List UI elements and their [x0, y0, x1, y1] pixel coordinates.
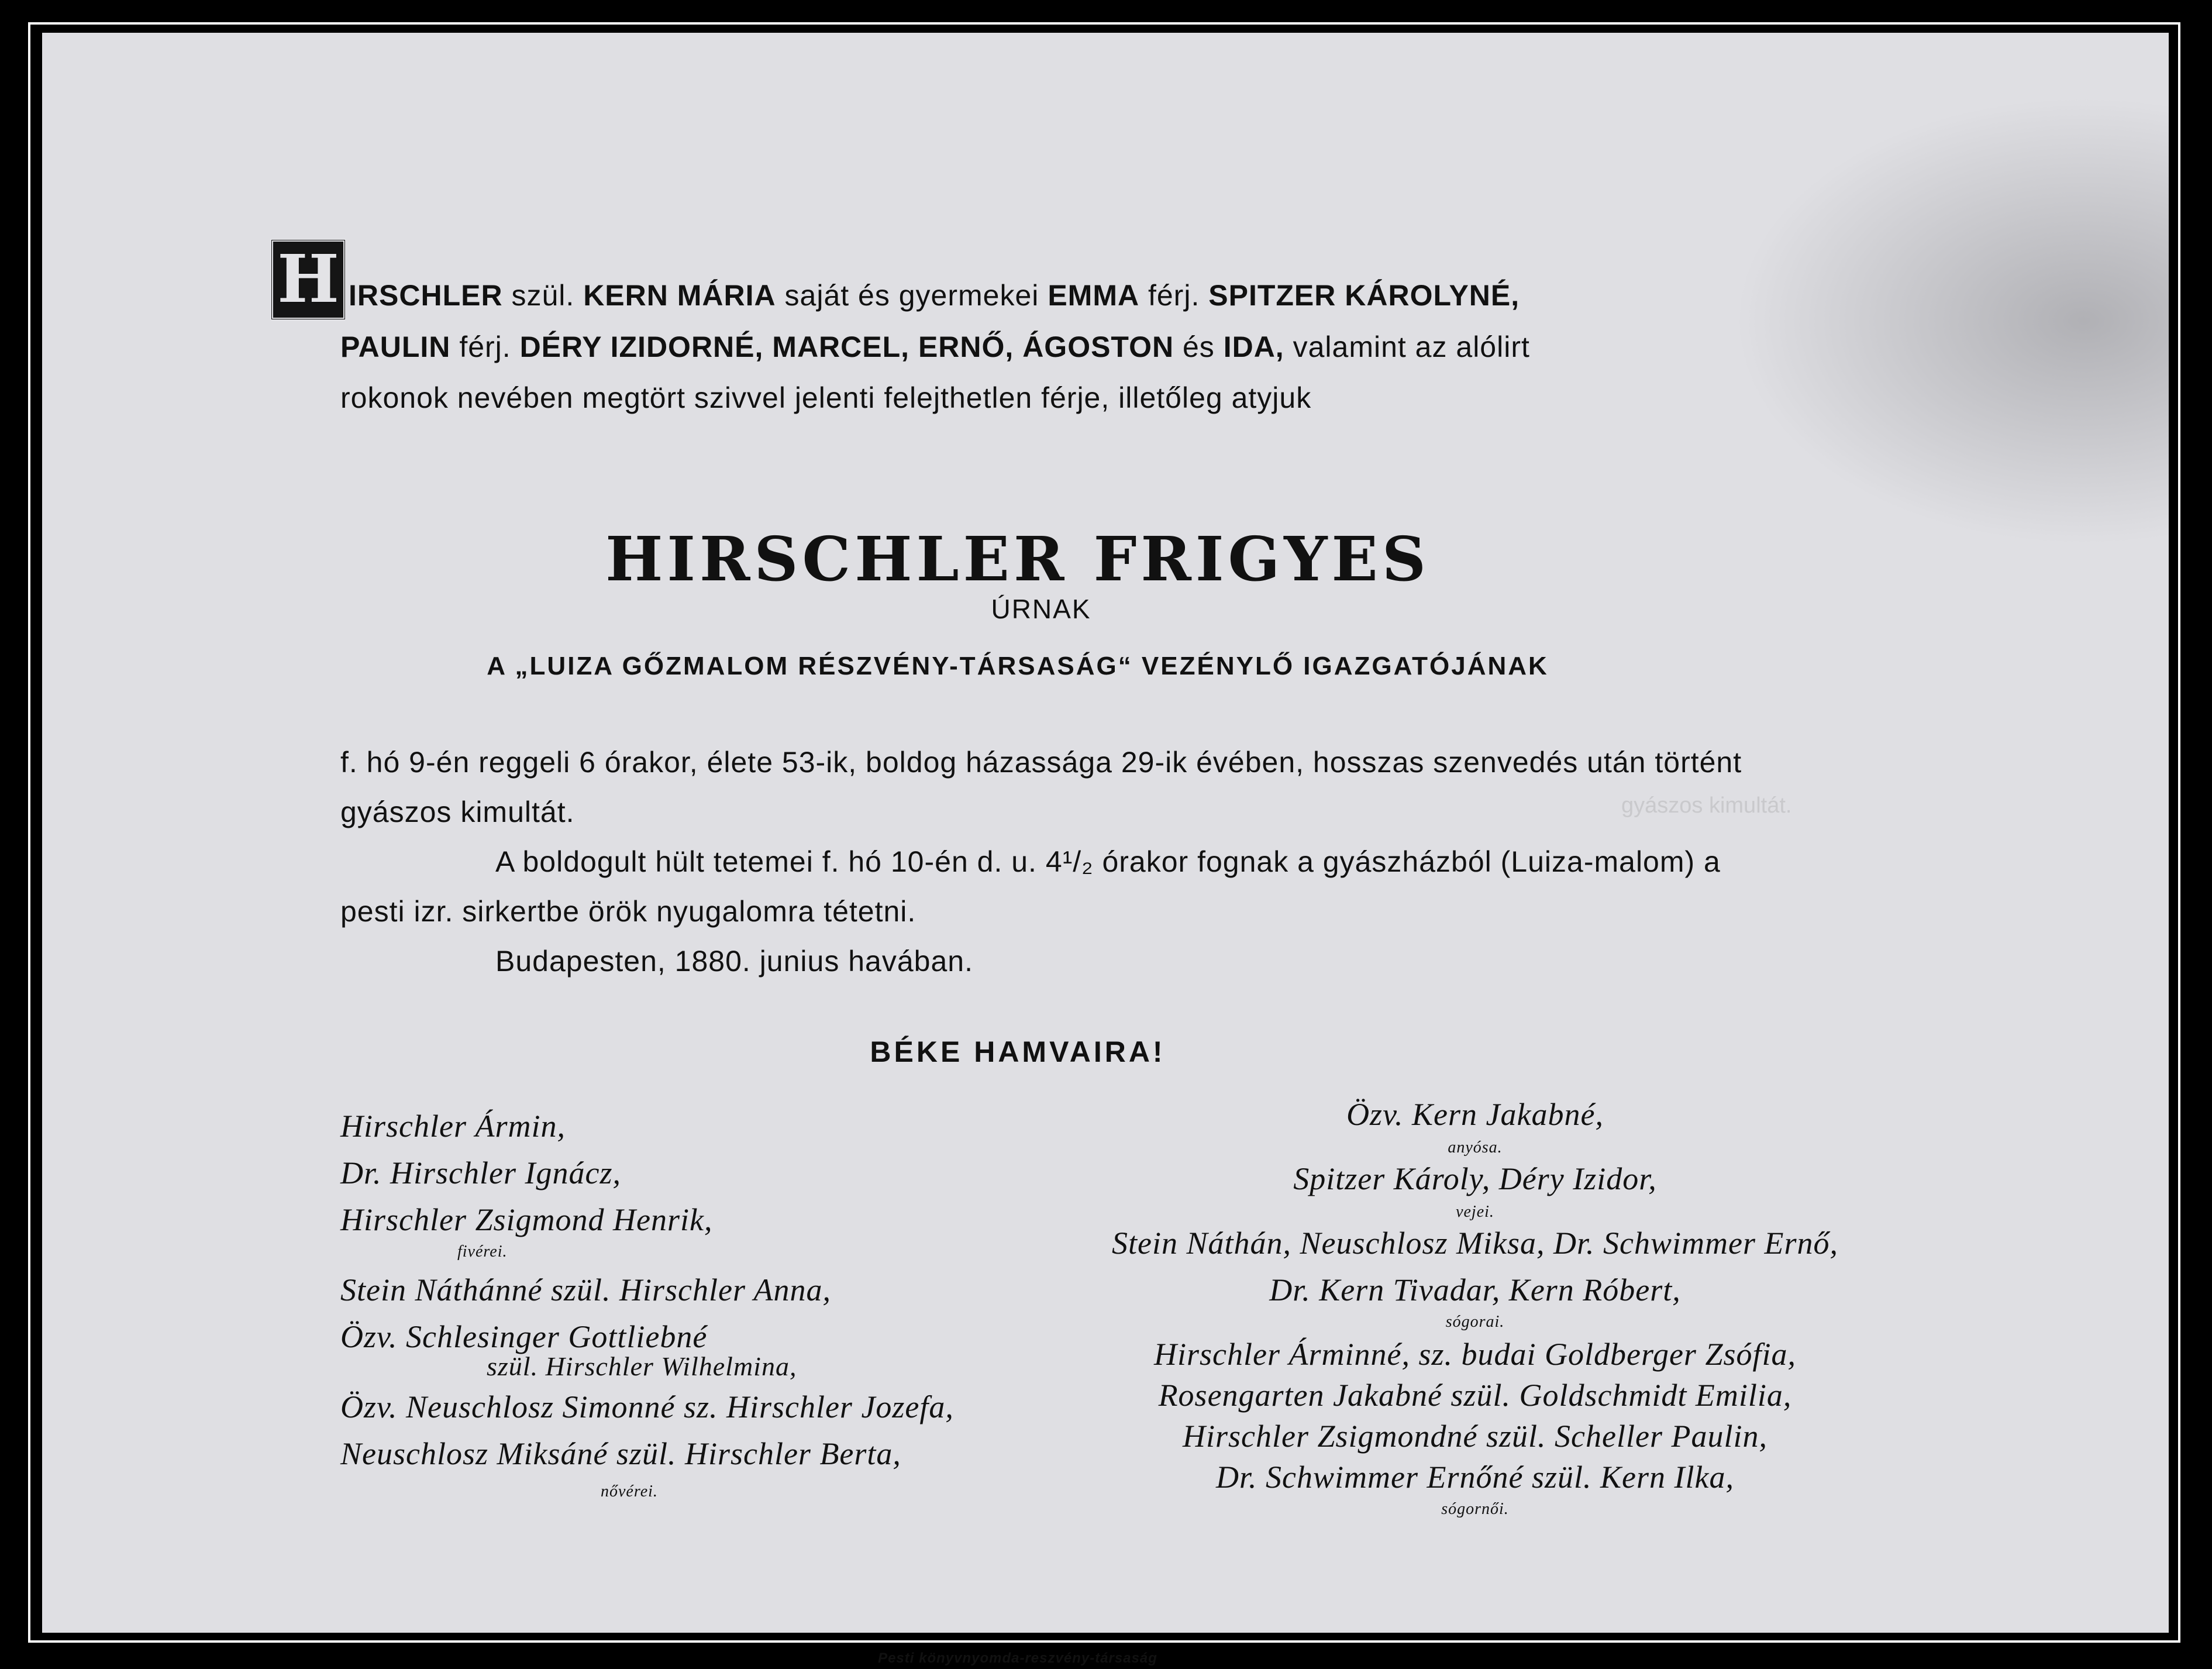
signatory: Hirschler Ármin, [340, 1109, 566, 1144]
relation-label: vejei. [1456, 1203, 1494, 1221]
relation-label: fivérei. [457, 1243, 508, 1261]
printer-imprint: Pesti könyvnyomda-reszvény-társaság [878, 1650, 1157, 1666]
signatory: szül. Hirschler Wilhelmina, [487, 1351, 797, 1381]
ornamental-initial [270, 239, 346, 321]
signatory: Rosengarten Jakabné szül. Goldschmidt Emilia, [1158, 1378, 1792, 1413]
signatory: Dr. Hirschler Ignácz, [340, 1155, 621, 1190]
signatory: Dr. Schwimmer Ernőné szül. Kern Ilka, [1216, 1460, 1734, 1495]
announcement-line-2: gyászos kimultát. [340, 796, 575, 828]
funeral-line-1: A boldogult hült tetemei f. hó 10-én d. u. 4¹/₂ órakor fognak a gyászházból (Luiza-malom) a [495, 845, 1721, 878]
relation-label: sógornői. [1441, 1500, 1509, 1518]
funeral-line-2: pesti izr. sirkertbe örök nyugalomra tétetni. [340, 895, 917, 928]
signatory: Neuschlosz Miksáné szül. Hirschler Berta, [340, 1436, 901, 1471]
relation-label: sógorai. [1445, 1313, 1505, 1331]
announcement-line-1: f. hó 9-én reggeli 6 órakor, élete 53-ik, boldog házassága 29-ik évében, hosszas szenvedés után történt [340, 746, 1742, 779]
signatory: Hirschler Zsigmondné szül. Scheller Paulin, [1183, 1419, 1767, 1454]
bleed-through-text: gyászos kimultát. [1621, 793, 1792, 818]
obituary-sheet [42, 33, 2169, 1666]
intro-line-2: PAULIN férj. DÉRY IZIDORNÉ, MARCEL, ERNŐ, ÁGOSTON és IDA, valamint az alólirt [340, 331, 1530, 363]
deceased-name: HIRSCHLER FRIGYES [605, 523, 1430, 595]
intro-line-3: rokonok nevében megtört szivvel jelenti felejthetlen férje, illetőleg atyjuk [340, 381, 1312, 414]
signatory: Özv. Schlesinger Gottliebné [340, 1319, 708, 1354]
family-name: IRSCHLER [349, 279, 503, 312]
relation-label: nővérei. [601, 1482, 658, 1501]
signatory: Hirschler Árminné, sz. budai Goldberger Zsófia, [1154, 1337, 1796, 1372]
signatory: Spitzer Károly, Déry Izidor, [1293, 1161, 1657, 1196]
signatory: Özv. Kern Jakabné, [1346, 1097, 1604, 1132]
place-date: Budapesten, 1880. junius havában. [495, 945, 973, 978]
signatory: Stein Náthánné szül. Hirschler Anna, [340, 1272, 831, 1307]
deceased-title: A „LUIZA GŐZMALOM RÉSZVÉNY-TÁRSASÁG“ VEZÉNYLŐ IGAZGATÓJÁNAK [487, 652, 1549, 680]
signatory: Stein Náthán, Neuschlosz Miksa, Dr. Schwimmer Ernő, [1112, 1226, 1838, 1261]
signatory: Dr. Kern Tivadar, Kern Róbert, [1269, 1272, 1681, 1307]
honorific: ÚRNAK [991, 594, 1091, 624]
relation-label: anyósa. [1448, 1138, 1503, 1157]
signatory: Özv. Neuschlosz Simonné sz. Hirschler Jozefa, [340, 1389, 954, 1424]
intro-line-1: IRSCHLER szül. KERN MÁRIA saját és gyermekei EMMA férj. SPITZER KÁROLYNÉ, [349, 279, 1520, 312]
blessing: BÉKE HAMVAIRA! [870, 1035, 1166, 1068]
widow-name: KERN MÁRIA [583, 279, 776, 312]
dropcap-letter: H [277, 241, 339, 318]
signatory: Hirschler Zsigmond Henrik, [340, 1202, 713, 1237]
